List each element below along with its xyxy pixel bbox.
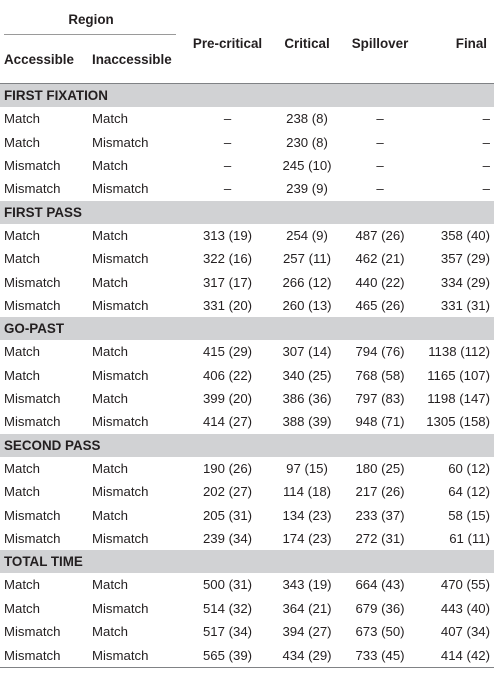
cell-critical: 434 (29)	[282, 647, 332, 663]
cell-pre-critical: –	[223, 134, 232, 150]
cell-inaccessible: Mismatch	[92, 531, 149, 547]
cell-accessible: Match	[4, 460, 40, 476]
cell-final: –	[482, 181, 491, 197]
cell-pre-critical: 190 (26)	[202, 460, 253, 476]
cell-final: 334 (29)	[440, 274, 491, 290]
table-row	[0, 480, 494, 503]
cell-final: 1138 (112)	[428, 344, 491, 360]
cell-spillover: 679 (36)	[355, 600, 405, 616]
cell-inaccessible: Mismatch	[92, 251, 149, 267]
cell-final: 1165 (107)	[427, 367, 491, 383]
cell-accessible: Match	[4, 111, 40, 127]
cell-accessible: Mismatch	[4, 647, 61, 663]
cell-inaccessible: Mismatch	[92, 647, 149, 663]
cell-spillover: 673 (50)	[355, 624, 405, 640]
table-row	[0, 130, 494, 153]
cell-critical: 134 (23)	[282, 507, 332, 523]
region-underline	[4, 34, 176, 35]
section-header-row	[0, 201, 494, 224]
cell-inaccessible: Mismatch	[92, 181, 149, 197]
cell-inaccessible: Mismatch	[92, 297, 149, 313]
cell-accessible: Match	[4, 367, 40, 383]
cell-pre-critical: –	[223, 111, 232, 127]
cell-critical: 307 (14)	[282, 344, 332, 360]
cell-pre-critical: 514 (32)	[202, 600, 253, 616]
section-title: SECOND PASS	[0, 434, 494, 457]
cell-critical: 266 (12)	[282, 274, 332, 290]
cell-critical: 260 (13)	[282, 297, 332, 313]
table-row	[0, 340, 494, 363]
cell-critical: 97 (15)	[286, 460, 328, 476]
cell-spillover: 768 (58)	[355, 367, 405, 383]
cell-accessible: Mismatch	[4, 274, 61, 290]
cell-critical: 114 (18)	[282, 484, 332, 500]
cell-final: 58 (15)	[448, 507, 491, 523]
cell-pre-critical: 202 (27)	[202, 484, 253, 500]
cell-spillover: –	[376, 134, 384, 150]
cell-inaccessible: Mismatch	[92, 484, 149, 500]
cell-final: 443 (40)	[440, 600, 491, 616]
cell-accessible: Mismatch	[4, 507, 61, 523]
cell-inaccessible: Match	[92, 111, 128, 127]
section-title: FIRST FIXATION	[0, 84, 494, 108]
cell-accessible: Match	[4, 344, 40, 360]
cell-accessible: Match	[4, 134, 40, 150]
cell-critical: 257 (11)	[282, 251, 332, 267]
cell-pre-critical: 415 (29)	[202, 344, 253, 360]
cell-inaccessible: Match	[92, 274, 128, 290]
cell-inaccessible: Mismatch	[92, 414, 149, 430]
col-header-final: Final	[455, 35, 488, 51]
col-header-inaccessible: Inaccessible	[92, 51, 172, 67]
table-row	[0, 573, 494, 596]
cell-critical: 238 (8)	[286, 111, 328, 127]
col-header-spillover: Spillover	[351, 35, 409, 51]
table-row	[0, 247, 494, 270]
cell-inaccessible: Match	[92, 577, 128, 593]
cell-critical: 239 (9)	[286, 181, 328, 197]
table-row	[0, 177, 494, 200]
cell-inaccessible: Match	[92, 157, 128, 173]
table-row	[0, 154, 494, 177]
cell-accessible: Match	[4, 227, 40, 243]
cell-critical: 394 (27)	[282, 624, 332, 640]
cell-critical: 245 (10)	[282, 157, 332, 173]
cell-spillover: 465 (26)	[355, 297, 405, 313]
cell-critical: 343 (19)	[282, 577, 332, 593]
cell-critical: 364 (21)	[282, 600, 332, 616]
cell-accessible: Match	[4, 600, 40, 616]
cell-final: 61 (11)	[449, 531, 491, 547]
cell-pre-critical: 414 (27)	[202, 414, 253, 430]
cell-spillover: 180 (25)	[355, 460, 405, 476]
cell-final: 1198 (147)	[427, 391, 491, 407]
section-header-row	[0, 84, 494, 108]
cell-accessible: Mismatch	[4, 157, 61, 173]
section-title: FIRST PASS	[0, 201, 494, 224]
cell-final: –	[482, 157, 491, 173]
cell-pre-critical: 239 (34)	[202, 531, 253, 547]
cell-final: 358 (40)	[440, 227, 491, 243]
cell-pre-critical: 565 (39)	[202, 647, 253, 663]
cell-final: 64 (12)	[448, 484, 491, 500]
cell-final: 470 (55)	[440, 577, 491, 593]
table-row	[0, 457, 494, 480]
cell-spillover: –	[376, 181, 384, 197]
col-header-accessible: Accessible	[4, 51, 74, 67]
cell-spillover: 487 (26)	[355, 227, 405, 243]
cell-critical: 340 (25)	[282, 367, 332, 383]
cell-accessible: Mismatch	[4, 391, 61, 407]
cell-critical: 254 (9)	[286, 227, 328, 243]
cell-final: 1305 (158)	[426, 414, 491, 430]
section-header-row	[0, 317, 494, 340]
cell-inaccessible: Match	[92, 624, 128, 640]
col-header-pre-critical: Pre-critical	[192, 35, 263, 51]
cell-pre-critical: 331 (20)	[202, 297, 253, 313]
table-row	[0, 107, 494, 130]
table-row	[0, 224, 494, 247]
cell-accessible: Mismatch	[4, 181, 61, 197]
cell-inaccessible: Mismatch	[92, 600, 149, 616]
col-header-critical: Critical	[284, 35, 330, 51]
table-row	[0, 294, 494, 317]
region-header	[0, 3, 182, 35]
table-row	[0, 620, 494, 643]
table-row	[0, 643, 494, 666]
table-bottom-rule	[0, 667, 494, 669]
cell-accessible: Mismatch	[4, 531, 61, 547]
table-row	[0, 410, 494, 433]
cell-pre-critical: 317 (17)	[202, 274, 253, 290]
cell-pre-critical: 500 (31)	[202, 577, 253, 593]
cell-spillover: 462 (21)	[355, 251, 405, 267]
table-row	[0, 503, 494, 526]
cell-accessible: Mismatch	[4, 297, 61, 313]
section-header-row	[0, 550, 494, 573]
cell-spillover: 217 (26)	[355, 484, 405, 500]
cell-pre-critical: 313 (19)	[202, 227, 253, 243]
cell-inaccessible: Match	[92, 507, 128, 523]
cell-pre-critical: 205 (31)	[202, 507, 253, 523]
cell-inaccessible: Mismatch	[92, 134, 149, 150]
cell-spillover: 272 (31)	[355, 531, 405, 547]
cell-critical: 230 (8)	[286, 134, 328, 150]
table-row	[0, 527, 494, 550]
cell-pre-critical: –	[223, 157, 232, 173]
cell-spillover: –	[376, 111, 384, 127]
table-row	[0, 597, 494, 620]
table-body	[0, 84, 494, 667]
region-header-label: Region	[68, 11, 114, 27]
cell-accessible: Match	[4, 577, 40, 593]
cell-spillover: 233 (37)	[355, 507, 405, 523]
cell-pre-critical: 517 (34)	[202, 624, 253, 640]
cell-inaccessible: Match	[92, 460, 128, 476]
section-header-row	[0, 434, 494, 457]
cell-pre-critical: 399 (20)	[202, 391, 253, 407]
cell-final: –	[482, 134, 491, 150]
cell-spillover: 797 (83)	[355, 391, 405, 407]
cell-inaccessible: Mismatch	[92, 367, 149, 383]
cell-pre-critical: 322 (16)	[202, 251, 253, 267]
cell-inaccessible: Match	[92, 391, 128, 407]
cell-spillover: 440 (22)	[355, 274, 405, 290]
cell-critical: 386 (36)	[282, 391, 332, 407]
cell-critical: 388 (39)	[282, 414, 332, 430]
cell-inaccessible: Match	[92, 227, 128, 243]
cell-final: 60 (12)	[448, 460, 491, 476]
cell-spillover: 733 (45)	[355, 647, 405, 663]
cell-accessible: Mismatch	[4, 624, 61, 640]
reading-times-table	[0, 3, 494, 667]
section-title: GO-PAST	[0, 317, 494, 340]
cell-final: 407 (34)	[440, 624, 491, 640]
cell-spillover: 794 (76)	[355, 344, 405, 360]
cell-final: –	[482, 111, 491, 127]
cell-pre-critical: –	[223, 181, 232, 197]
section-title: TOTAL TIME	[0, 550, 494, 573]
table-header	[0, 3, 494, 84]
cell-spillover: 948 (71)	[355, 414, 405, 430]
cell-inaccessible: Match	[92, 344, 128, 360]
cell-accessible: Match	[4, 484, 40, 500]
table-row	[0, 387, 494, 410]
cell-critical: 174 (23)	[282, 531, 332, 547]
cell-spillover: 664 (43)	[355, 577, 405, 593]
cell-pre-critical: 406 (22)	[202, 367, 253, 383]
table-row	[0, 364, 494, 387]
cell-accessible: Match	[4, 251, 40, 267]
cell-final: 357 (29)	[440, 251, 491, 267]
cell-final: 331 (31)	[440, 297, 491, 313]
table-row	[0, 270, 494, 293]
cell-spillover: –	[376, 157, 384, 173]
cell-final: 414 (42)	[440, 647, 491, 663]
cell-accessible: Mismatch	[4, 414, 61, 430]
